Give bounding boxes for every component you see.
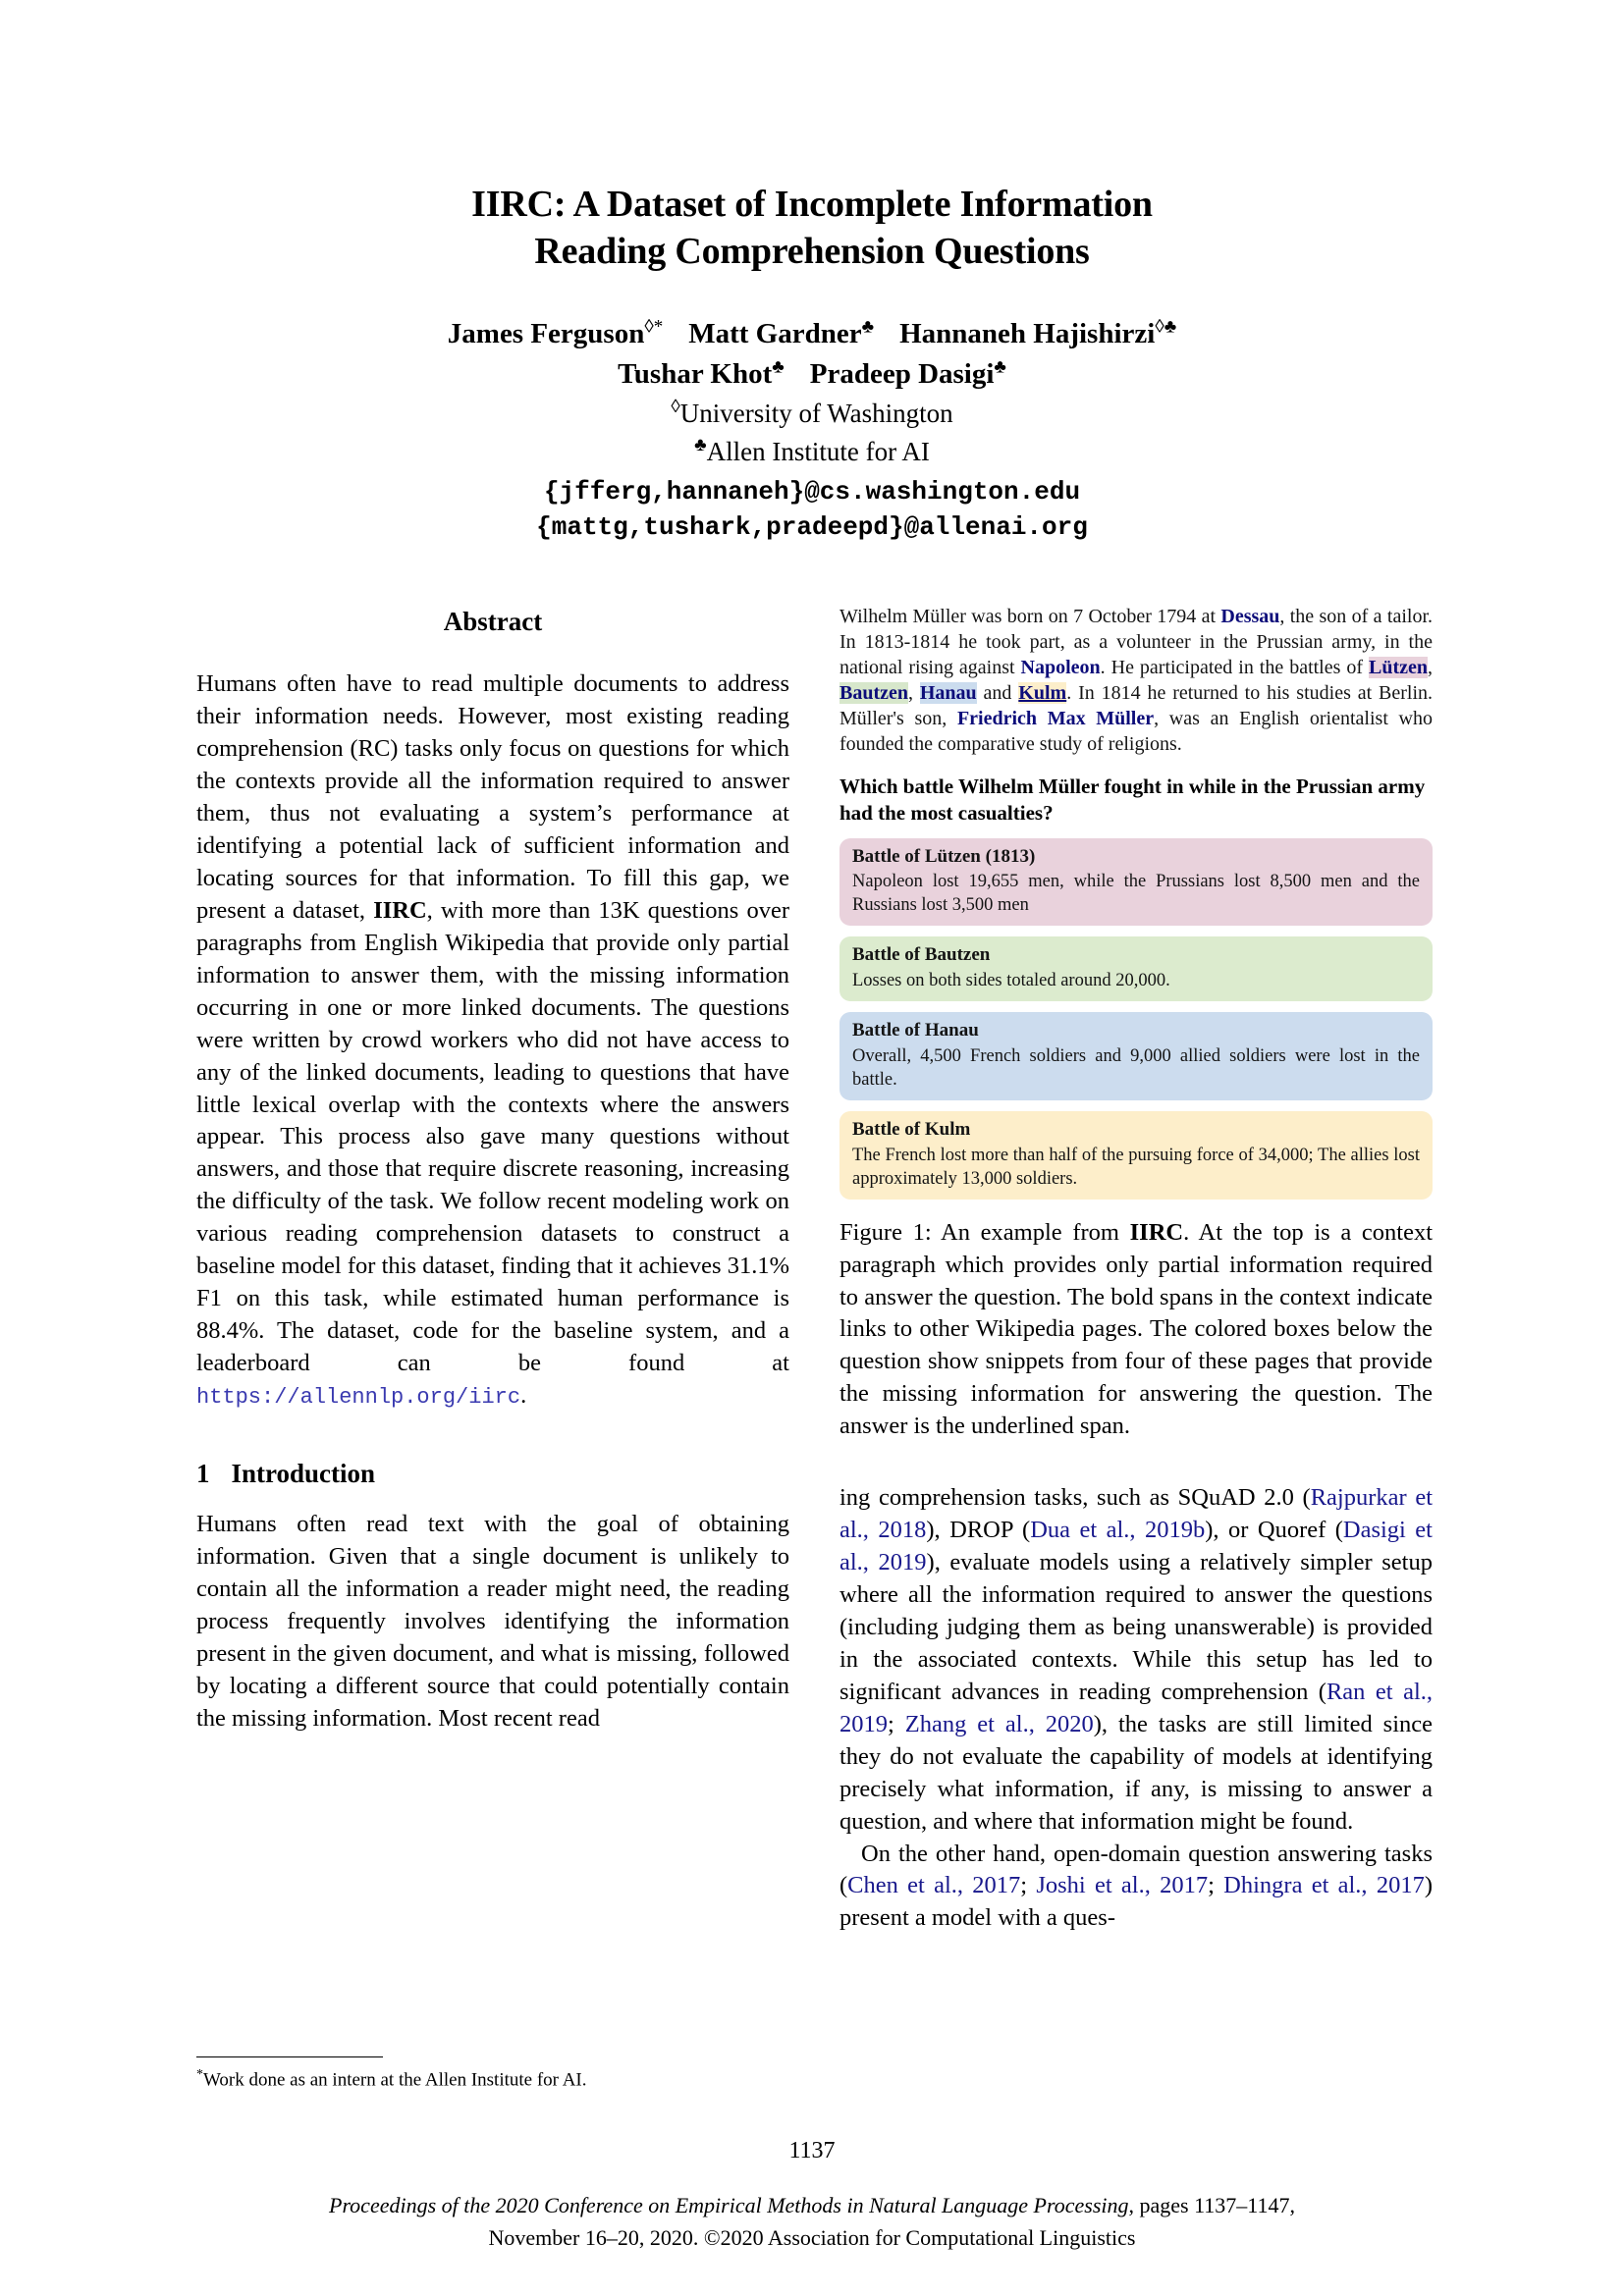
figure-snippet-list xyxy=(839,838,1433,1200)
snippet-title: Battle of Kulm xyxy=(852,1118,971,1140)
rp2-seg-c: ; xyxy=(1208,1872,1224,1899)
proceedings-title: Proceedings of the 2020 Conference on Empirical Methods in Natural Language Processing xyxy=(329,2193,1129,2217)
context-seg-4: , xyxy=(1428,657,1433,678)
wiki-link-lutzen[interactable]: Lützen xyxy=(1369,657,1428,678)
rp2-seg-b: ; xyxy=(1020,1872,1037,1899)
snippet-title: Battle of Hanau xyxy=(852,1020,979,1041)
citation-chen-2017[interactable]: Chen et al., 2017 xyxy=(847,1872,1021,1899)
context-seg-2: , the son of a tailor. In 1813-1814 he took part, as a volunteer in the Prussian army, in the national rising against xyxy=(839,606,1433,678)
affiliation-sup-uw: ◊ xyxy=(671,397,680,418)
snippet-kulm xyxy=(839,1111,1433,1200)
context-seg-3: . He participated in the battles of xyxy=(1100,657,1369,678)
footnote-rule xyxy=(196,2056,383,2057)
abstract-text-part-2: , with more than 13K questions over paragraphs from English Wikipedia that provide only partial information to answer them, with the missing information occurring in one or more linked documents. The questions were written by crowd workers who did not have access to any of the linked documents, leading to questions that have little lexical overlap with the contexts where the answers appear. This process also gave many questions without answers, and those that require discrete reasoning, increasing the difficulty of the task. We follow recent modeling work on various reading comprehension datasets to construct a baseline model for this dataset, finding that it achieves 31.1% F1 on this task, while estimated human performance is 88.4%. The dataset, code for the baseline system, and a leaderboard can be found at xyxy=(196,896,789,1376)
affiliation-ai2 xyxy=(196,433,1428,470)
page-number: 1137 xyxy=(788,2138,836,2163)
wiki-link-napoleon[interactable]: Napoleon xyxy=(1020,657,1101,678)
citation-dasigi-2019[interactable]: Dasigi et al., 2019 xyxy=(839,1517,1433,1576)
figure-caption-label: Figure 1: xyxy=(839,1218,942,1246)
abstract-dataset-name: IIRC xyxy=(373,896,427,924)
snippet-lutzen xyxy=(839,838,1433,927)
abstract-text-part-1: Humans often have to read multiple documents to address their information needs. However, most existing reading comprehension (RC) tasks only focus on questions for which the contexts provide all the information required to answer them, thus not evaluating a system’s performance at identifying a potential lack of sufficient information and locating sources for that information. To fill this gap, we present a dataset, xyxy=(196,670,789,924)
citation-zhang-2020[interactable]: Zhang et al., 2020 xyxy=(904,1710,1094,1737)
right-paragraph-1 xyxy=(839,1482,1433,1838)
rp1-seg-d: ), evaluate models using a relatively simpler setup where all the information required to answer the questions (including judging them as being unanswerable) is provided in the associated contexts. While this setup has led to significant advances in reading comprehension ( xyxy=(839,1549,1433,1705)
abstract-heading: Abstract xyxy=(443,607,543,636)
author-name-gardner: Matt Gardner xyxy=(688,318,862,349)
rp1-seg-b: ), DROP ( xyxy=(926,1517,1031,1544)
title-line-2: Reading Comprehension Questions xyxy=(534,230,1090,272)
snippet-bautzen xyxy=(839,936,1433,1001)
email-line-uw: {jfferg,hannaneh}@cs.washington.edu xyxy=(543,476,1081,507)
wiki-link-friedrich-max-muller[interactable]: Friedrich Max Müller xyxy=(956,708,1155,729)
rp1-seg-c: ), or Quoref ( xyxy=(1205,1517,1343,1544)
email-block xyxy=(196,474,1428,546)
author-sup-khot: ♣ xyxy=(772,356,785,378)
footnote-marker: * xyxy=(196,2067,203,2082)
snippet-body: Napoleon lost 19,655 men, while the Prussians lost 8,500 men and the Russians lost 3,500 men xyxy=(852,872,1420,916)
author-list xyxy=(196,314,1428,546)
wiki-link-bautzen[interactable]: Bautzen xyxy=(839,682,908,704)
context-seg-5: , xyxy=(908,682,920,704)
author-name-hajishirzi: Hannaneh Hajishirzi xyxy=(899,318,1156,349)
wiki-link-hanau[interactable]: Hanau xyxy=(919,682,977,704)
context-seg-8: , was an English orientalist who founded the comparative study of religions. xyxy=(839,708,1433,755)
snippet-body: Overall, 4,500 French soldiers and 9,000 allied soldiers were lost in the battle. xyxy=(852,1045,1420,1090)
footnote-text: Work done as an intern at the Allen Institute for AI. xyxy=(203,2069,587,2091)
figure-question: Which battle Wilhelm Müller fought in while in the Prussian army had the most casualties? xyxy=(839,774,1426,826)
left-column xyxy=(196,604,789,1735)
snippet-title: Battle of Bautzen xyxy=(852,944,991,966)
citation-joshi-2017[interactable]: Joshi et al., 2017 xyxy=(1036,1872,1209,1899)
footnote xyxy=(196,2056,789,2093)
title-line-1: IIRC: A Dataset of Incomplete Information xyxy=(471,184,1153,225)
snippet-hanau xyxy=(839,1012,1433,1100)
citation-dua-2019b[interactable]: Dua et al., 2019b xyxy=(1030,1517,1206,1544)
author-line-1 xyxy=(196,314,1428,354)
snippet-title: Battle of Lützen (1813) xyxy=(852,845,1036,867)
affiliation-uw xyxy=(196,395,1428,432)
section-title: Introduction xyxy=(231,1458,376,1488)
wiki-link-kulm-answer[interactable]: Kulm xyxy=(1018,682,1067,704)
author-sup-hajishirzi: ◊♣ xyxy=(1155,316,1177,338)
proceedings-pages: , pages 1137–1147, xyxy=(1128,2193,1295,2217)
page-title xyxy=(196,182,1428,275)
author-name-ferguson: James Ferguson xyxy=(447,318,645,349)
figure-caption xyxy=(839,1217,1433,1444)
proceedings-line-1 xyxy=(196,2189,1428,2221)
author-sup-gardner: ♣ xyxy=(861,316,875,338)
rp2-seg-a: On the other hand, open-domain question answering tasks ( xyxy=(839,1840,1433,1899)
figure-context-paragraph xyxy=(839,604,1433,757)
citation-dhingra-2017[interactable]: Dhingra et al., 2017 xyxy=(1223,1872,1425,1899)
author-sup-dasigi: ♣ xyxy=(994,356,1006,378)
affiliation-label-uw: University of Washington xyxy=(679,399,953,429)
abstract-url-link[interactable]: https://allennlp.org/iirc xyxy=(196,1384,521,1410)
email-line-ai2: {mattg,tushark,pradeepd}@allenai.org xyxy=(536,512,1088,543)
affiliation-label-ai2: Allen Institute for AI xyxy=(706,436,930,466)
abstract-text-part-3: . xyxy=(520,1381,527,1409)
rp1-seg-f: ), the tasks are still limited since they do not evaluate the capability of models at identifying precisely what information, if any, is missing to answer a question, and where that information might be found. xyxy=(839,1710,1434,1835)
author-name-dasigi: Pradeep Dasigi xyxy=(809,358,995,391)
author-sup-ferguson: ◊* xyxy=(644,316,664,338)
rp2-seg-d: ) present a model with a ques- xyxy=(839,1872,1433,1932)
author-name-khot: Tushar Khot xyxy=(618,358,773,391)
abstract-body xyxy=(196,668,789,1413)
context-seg-7: . In 1814 he returned to his studies at Berlin. Müller's son, xyxy=(839,682,1434,729)
section-number: 1 xyxy=(196,1458,210,1488)
proceedings-line-2: November 16–20, 2020. ©2020 Association for Computational Linguistics xyxy=(488,2225,1136,2251)
context-seg-6: and xyxy=(976,682,1019,704)
affiliation-sup-ai2: ♣ xyxy=(694,434,707,455)
figure-1 xyxy=(839,604,1433,1443)
citation-ran-2019[interactable]: Ran et al., 2019 xyxy=(839,1678,1434,1737)
figure-caption-part-1: An example from xyxy=(941,1218,1130,1246)
rp1-seg-e: ; xyxy=(888,1710,905,1737)
context-seg-1: Wilhelm Müller was born on 7 October 1794 at xyxy=(839,606,1221,627)
right-paragraph-2 xyxy=(839,1839,1433,1936)
author-line-2 xyxy=(196,354,1428,395)
wiki-link-dessau[interactable]: Dessau xyxy=(1220,606,1280,627)
figure-caption-part-2: . At the top is a context paragraph which provides only partial information required to answer the question. The bold spans in the context indicate links to other Wikipedia pages. The colored boxes below the question show snippets from four of these pages that provide the missing information for answering the question. The answer is the underlined span. xyxy=(839,1218,1433,1440)
figure-caption-dataset-name: IIRC xyxy=(1129,1218,1184,1246)
rp1-seg-a: ing comprehension tasks, such as SQuAD 2.0 ( xyxy=(839,1484,1311,1512)
title-block xyxy=(196,182,1428,546)
section-heading-introduction xyxy=(196,1456,789,1491)
proceedings-footer xyxy=(196,2189,1428,2255)
footnote-content xyxy=(196,2066,789,2093)
citation-rajpurkar-2018[interactable]: Rajpurkar et al., 2018 xyxy=(839,1484,1433,1544)
snippet-body: Losses on both sides totaled around 20,000. xyxy=(852,971,1170,991)
right-column xyxy=(839,604,1433,1935)
snippet-body: The French lost more than half of the pursuing force of 34,000; The allies lost approximately 13,000 soldiers. xyxy=(852,1145,1420,1189)
introduction-paragraph-1: Humans often read text with the goal of obtaining information. Given that a single document is unlikely to contain all the information a reader might need, the reading process frequently involves identifying the information present in the given document, and what is missing, followed by locating a different source that could potentially contain the missing information. Most recent read xyxy=(196,1511,789,1732)
